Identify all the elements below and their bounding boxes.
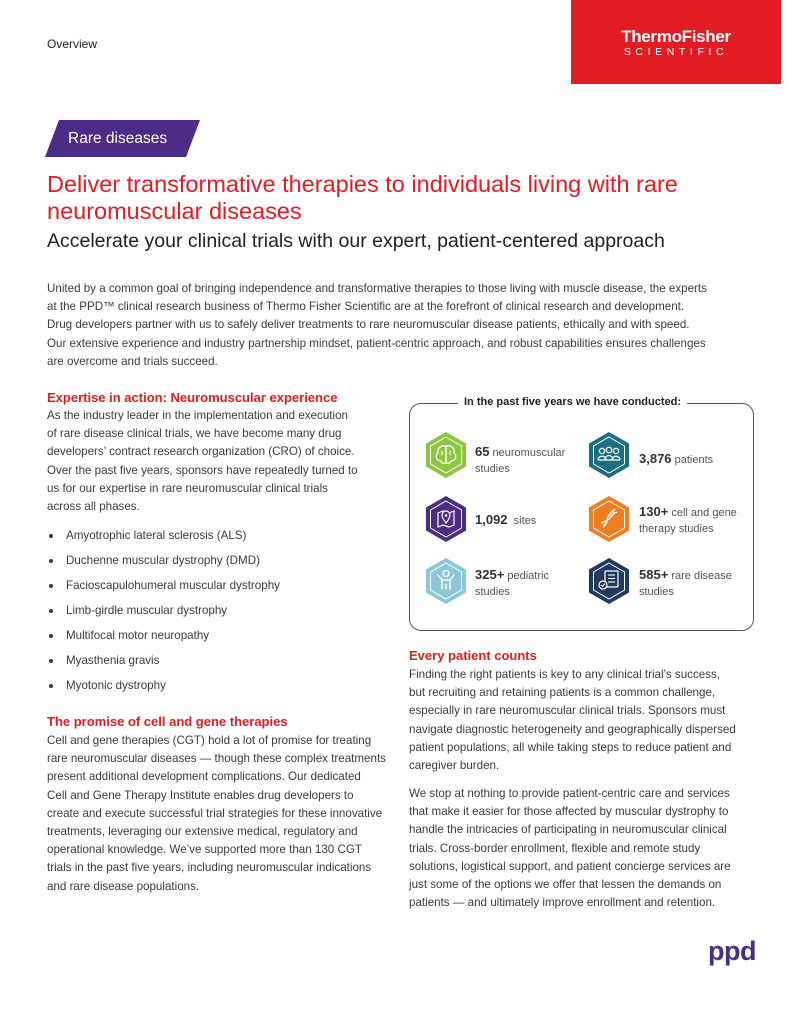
patients-line: We stop at nothing to provide patient-centric care and services — [409, 787, 730, 800]
stat-pediatric — [475, 567, 585, 600]
stat-label: patients — [674, 454, 714, 466]
tag-label: Rare diseases — [68, 130, 168, 147]
patients-line: trials. Cross-border enrollment, flexible and remote study — [409, 841, 701, 855]
stat-neuromuscular — [475, 444, 585, 477]
page-subtitle: Accelerate your clinical trials with our expert, patient-centered approach — [47, 230, 665, 252]
patients-group-icon — [586, 430, 632, 480]
stat-rare-disease — [639, 567, 749, 600]
stat-label: rare disease — [671, 570, 732, 582]
rare-diseases-tag — [45, 120, 200, 157]
list-item: Myotonic dystrophy — [47, 678, 280, 703]
stat-label: therapy studies — [639, 522, 714, 535]
cgt-line: rare neuromuscular diseases — though these complex treatments — [47, 752, 386, 766]
logo-line-1: ThermoFisher — [621, 27, 731, 46]
checklist-icon — [586, 556, 632, 606]
intro-line: are overcome and trials succeed. — [47, 354, 218, 368]
brain-icon — [423, 430, 469, 480]
cgt-line: and rare disease populations. — [47, 879, 200, 893]
expertise-line: of rare disease clinical trials, we have become many drug — [47, 427, 342, 441]
page-title: Deliver transformative therapies to individuals living with rare neuromuscular diseases — [47, 171, 678, 224]
stat-value: 1,092 — [475, 512, 508, 527]
cgt-line: create and execute successful trial strategies for these innovative — [47, 806, 383, 820]
patients-line: patients — and ultimately improve enrollment and retention. — [409, 896, 716, 910]
patients-line: especially in rare neuromuscular clinical trials. Sponsors must — [409, 704, 726, 718]
patients-line: solutions, logistical support, and patient concierge services are — [409, 859, 731, 873]
intro-paragraph — [47, 280, 747, 371]
stat-label: cell and gene — [671, 507, 737, 519]
list-item: Amyotrophic lateral sclerosis (ALS) — [47, 528, 280, 553]
intro-line: at the PPD™ clinical research business of Thermo Fisher Scientific are at the forefront of clinical research and development. — [47, 300, 685, 314]
cgt-title: The promise of cell and gene therapies — [47, 714, 288, 729]
stat-label: studies — [639, 585, 674, 598]
list-item: Myasthenia gravis — [47, 653, 280, 678]
stat-cgt — [639, 504, 751, 537]
intro-line: United by a common goal of bringing independence and transformative therapies to those living with muscle disease, the experts — [47, 282, 707, 295]
patients-line: but recruiting and retaining patients is a common challenge, — [409, 686, 716, 700]
patients-line: Finding the right patients is key to any clinical trial’s success, — [409, 668, 721, 681]
expertise-line: across all phases. — [47, 500, 140, 514]
cgt-line: Cell and Gene Therapy Institute enables drug developers to — [47, 788, 354, 802]
patients-line: that make it easier for those affected by muscular dystrophy to — [409, 805, 729, 819]
overview-label: Overview — [47, 37, 98, 51]
stats-heading: In the past five years we have conducted: — [458, 396, 687, 408]
expertise-title: Expertise in action: Neuromuscular experience — [47, 390, 338, 405]
intro-line: Our extensive experience and industry partnership mindset, patient-centric approach, and robust capabilities ensures challenges — [47, 336, 706, 350]
list-item: Multifocal motor neuropathy — [47, 628, 280, 653]
list-item: Duchenne muscular dystrophy (DMD) — [47, 553, 280, 578]
stat-value: 130+ — [639, 504, 669, 519]
child-icon — [423, 556, 469, 606]
stat-label: studies — [475, 462, 510, 475]
patients-line: navigate diagnostic heterogeneity and geographically dispersed — [409, 722, 736, 736]
logo-line-2: SCIENTIFIC — [623, 46, 729, 58]
cgt-line: Cell and gene therapies (CGT) hold a lot of promise for treating — [47, 734, 372, 747]
stat-label: neuromuscular — [492, 447, 566, 459]
stat-label: pediatric — [507, 570, 549, 582]
cgt-line: trials in the past five years, including neuromuscular indications — [47, 861, 372, 875]
patients-line: caregiver burden. — [409, 759, 500, 773]
cgt-line: present additional development complications. Our dedicated — [47, 770, 361, 784]
cgt-paragraph — [47, 732, 392, 896]
patients-paragraph-1 — [409, 666, 759, 775]
site-location-icon — [423, 494, 469, 544]
expertise-line: Over the past five years, sponsors have repeatedly turned to — [47, 463, 358, 477]
expertise-line: us for our expertise in rare neuromuscular clinical trials — [47, 481, 328, 495]
stat-value: 585+ — [639, 567, 669, 582]
expertise-line: developers’ contract research organization (CRO) of choice. — [47, 445, 355, 459]
expertise-line: As the industry leader in the implementation and execution — [47, 409, 348, 422]
dna-icon — [586, 494, 632, 544]
patients-line: patient populations, all while taking steps to reduce patient and — [409, 740, 732, 754]
patients-line: just some of the options we offer that lessen the demands on — [409, 878, 722, 892]
intro-line: Drug developers partner with us to safely deliver treatments to rare neuromuscular disease patients, ethically and with speed. — [47, 318, 690, 332]
stat-patients — [639, 451, 749, 469]
patients-line: handle the intricacies of participating in neuromuscular clinical — [409, 823, 727, 837]
ppd-logo: ppd — [708, 936, 756, 966]
list-item: Limb-girdle muscular dystrophy — [47, 603, 280, 628]
list-item: Facioscapulohumeral muscular dystrophy — [47, 578, 280, 603]
stat-label: studies — [475, 585, 510, 598]
cgt-line: operational knowledge. We’ve supported more than 130 CGT — [47, 843, 362, 857]
stat-value: 325+ — [475, 567, 505, 582]
expertise-paragraph — [47, 407, 377, 516]
stat-label: sites — [513, 515, 537, 527]
patients-title: Every patient counts — [409, 648, 537, 663]
disease-list — [47, 528, 280, 703]
stat-value: 3,876 — [639, 451, 672, 466]
patients-paragraph-2 — [409, 785, 759, 912]
thermo-fisher-logo — [571, 0, 781, 84]
stat-sites — [475, 512, 585, 530]
stat-value: 65 — [475, 444, 490, 459]
cgt-line: treatments, leveraging our extensive medical, regulatory and — [47, 825, 358, 839]
